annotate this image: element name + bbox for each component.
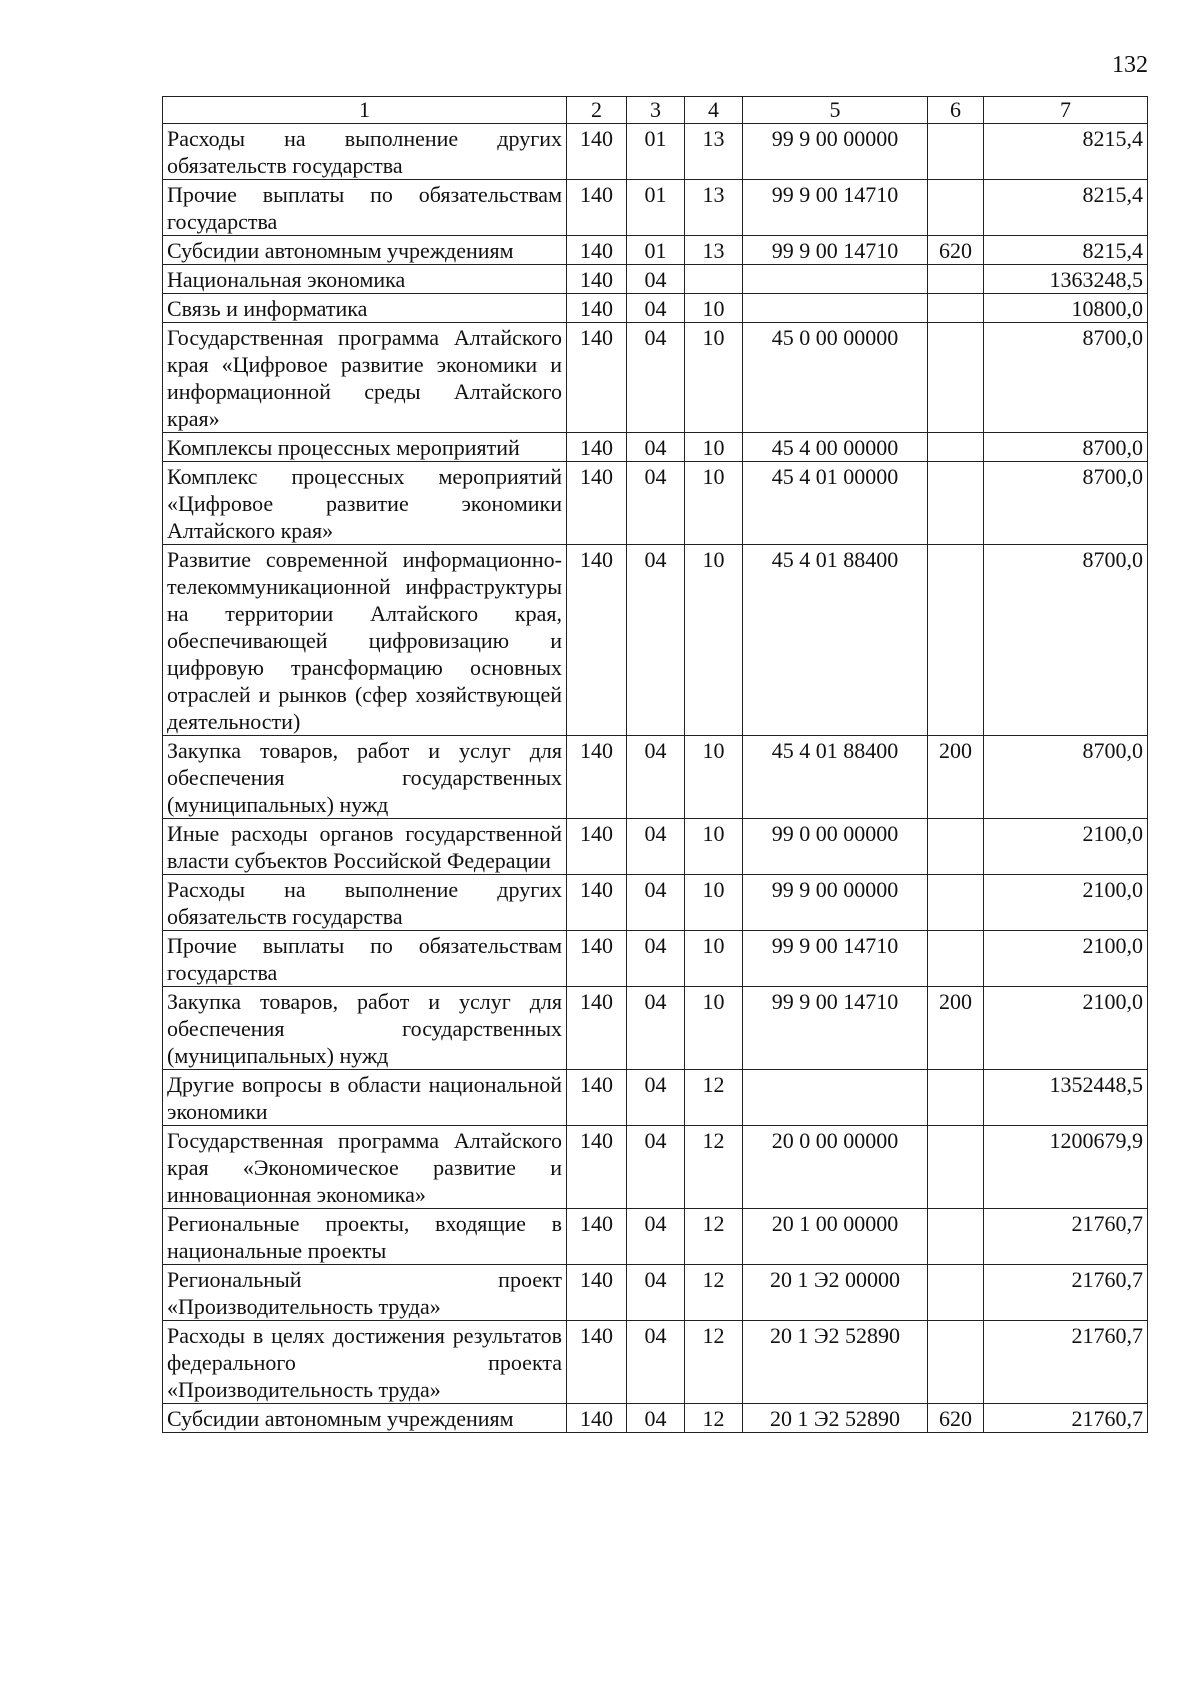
amount-cell: 21760,7 — [984, 1265, 1148, 1321]
section-code-cell: 04 — [627, 1126, 685, 1209]
expense-type-cell — [928, 433, 984, 462]
expense-type-cell — [928, 294, 984, 323]
target-code-cell: 99 9 00 14710 — [743, 931, 928, 987]
admin-code-cell: 140 — [567, 462, 627, 545]
table-row — [163, 1070, 1148, 1126]
table-row — [163, 462, 1148, 545]
target-code-cell: 45 4 01 88400 — [743, 736, 928, 819]
subsection-code-cell: 10 — [685, 736, 743, 819]
admin-code-cell: 140 — [567, 236, 627, 265]
admin-code-cell: 140 — [567, 124, 627, 180]
admin-code-cell: 140 — [567, 1126, 627, 1209]
table-row — [163, 736, 1148, 819]
admin-code-cell: 140 — [567, 180, 627, 236]
subsection-code-cell: 13 — [685, 124, 743, 180]
expense-type-cell — [928, 124, 984, 180]
table-row — [163, 180, 1148, 236]
expense-type-cell — [928, 931, 984, 987]
table-row — [163, 931, 1148, 987]
subsection-code-cell: 12 — [685, 1265, 743, 1321]
page-number: 132 — [1112, 52, 1148, 78]
table-row — [163, 1321, 1148, 1404]
row-name-cell: Комплекс процессных мероприятий «Цифровое развитие экономики Алтайского края» — [163, 462, 567, 545]
row-name-cell: Региональные проекты, входящие в национальные проекты — [163, 1209, 567, 1265]
section-code-cell: 01 — [627, 124, 685, 180]
target-code-cell: 99 9 00 00000 — [743, 875, 928, 931]
row-name-cell: Прочие выплаты по обязательствам государства — [163, 931, 567, 987]
column-header: 2 — [567, 97, 627, 124]
table-row — [163, 819, 1148, 875]
admin-code-cell: 140 — [567, 931, 627, 987]
target-code-cell: 45 4 00 00000 — [743, 433, 928, 462]
section-code-cell: 04 — [627, 1321, 685, 1404]
target-code-cell — [743, 1070, 928, 1126]
table-row — [163, 1265, 1148, 1321]
table-row — [163, 1404, 1148, 1433]
expense-type-cell — [928, 323, 984, 433]
row-name-cell: Расходы на выполнение других обязательств государства — [163, 124, 567, 180]
row-name-cell: Расходы в целях достижения результатов федерального проекта «Производительность труда» — [163, 1321, 567, 1404]
admin-code-cell: 140 — [567, 1070, 627, 1126]
table-row — [163, 987, 1148, 1070]
target-code-cell: 20 1 Э2 00000 — [743, 1265, 928, 1321]
subsection-code-cell — [685, 265, 743, 294]
section-code-cell: 04 — [627, 875, 685, 931]
target-code-cell: 45 4 01 00000 — [743, 462, 928, 545]
table-row — [163, 323, 1148, 433]
amount-cell: 8700,0 — [984, 545, 1148, 736]
subsection-code-cell: 10 — [685, 545, 743, 736]
table-row — [163, 1209, 1148, 1265]
admin-code-cell: 140 — [567, 545, 627, 736]
column-header: 6 — [928, 97, 984, 124]
row-name-cell: Прочие выплаты по обязательствам государства — [163, 180, 567, 236]
subsection-code-cell: 13 — [685, 236, 743, 265]
row-name-cell: Иные расходы органов государственной власти субъектов Российской Федерации — [163, 819, 567, 875]
subsection-code-cell: 12 — [685, 1126, 743, 1209]
row-name-cell: Государственная программа Алтайского края «Цифровое развитие экономики и информационной среды Алтайского края» — [163, 323, 567, 433]
column-header: 5 — [743, 97, 928, 124]
expense-type-cell — [928, 462, 984, 545]
amount-cell: 2100,0 — [984, 931, 1148, 987]
expense-type-cell: 620 — [928, 1404, 984, 1433]
amount-cell: 1200679,9 — [984, 1126, 1148, 1209]
target-code-cell: 99 9 00 14710 — [743, 236, 928, 265]
row-name-cell: Закупка товаров, работ и услуг для обеспечения государственных (муниципальных) нужд — [163, 987, 567, 1070]
amount-cell: 2100,0 — [984, 987, 1148, 1070]
expense-type-cell — [928, 1321, 984, 1404]
target-code-cell: 99 9 00 14710 — [743, 987, 928, 1070]
admin-code-cell: 140 — [567, 819, 627, 875]
table-row — [163, 433, 1148, 462]
target-code-cell: 20 1 Э2 52890 — [743, 1404, 928, 1433]
header-row — [163, 97, 1148, 124]
expense-type-cell: 200 — [928, 987, 984, 1070]
section-code-cell: 04 — [627, 462, 685, 545]
admin-code-cell: 140 — [567, 265, 627, 294]
amount-cell: 8700,0 — [984, 433, 1148, 462]
subsection-code-cell: 10 — [685, 931, 743, 987]
section-code-cell: 01 — [627, 236, 685, 265]
column-header: 1 — [163, 97, 567, 124]
admin-code-cell: 140 — [567, 1321, 627, 1404]
row-name-cell: Другие вопросы в области национальной экономики — [163, 1070, 567, 1126]
subsection-code-cell: 12 — [685, 1070, 743, 1126]
section-code-cell: 04 — [627, 323, 685, 433]
amount-cell: 8700,0 — [984, 323, 1148, 433]
table-row — [163, 265, 1148, 294]
subsection-code-cell: 10 — [685, 987, 743, 1070]
column-header: 3 — [627, 97, 685, 124]
column-header: 4 — [685, 97, 743, 124]
section-code-cell: 04 — [627, 736, 685, 819]
expense-type-cell — [928, 545, 984, 736]
expense-type-cell — [928, 875, 984, 931]
column-header: 7 — [984, 97, 1148, 124]
table-row — [163, 236, 1148, 265]
section-code-cell: 04 — [627, 1404, 685, 1433]
expense-type-cell — [928, 1070, 984, 1126]
row-name-cell: Развитие современной информационно-телекоммуникационной инфраструктуры на территории Алтайского края, обеспечивающей цифровизацию и цифровую трансформацию основных отраслей и рынков (сфер хозяйствующей деятельности) — [163, 545, 567, 736]
table-row — [163, 545, 1148, 736]
admin-code-cell: 140 — [567, 1265, 627, 1321]
subsection-code-cell: 10 — [685, 294, 743, 323]
table-row — [163, 294, 1148, 323]
admin-code-cell: 140 — [567, 1209, 627, 1265]
row-name-cell: Субсидии автономным учреждениям — [163, 236, 567, 265]
admin-code-cell: 140 — [567, 736, 627, 819]
target-code-cell: 20 0 00 00000 — [743, 1126, 928, 1209]
admin-code-cell: 140 — [567, 875, 627, 931]
section-code-cell: 04 — [627, 433, 685, 462]
row-name-cell: Государственная программа Алтайского края «Экономическое развитие и инновационная экономика» — [163, 1126, 567, 1209]
subsection-code-cell: 12 — [685, 1209, 743, 1265]
amount-cell: 8215,4 — [984, 124, 1148, 180]
table-row — [163, 124, 1148, 180]
expense-type-cell: 620 — [928, 236, 984, 265]
target-code-cell: 99 9 00 14710 — [743, 180, 928, 236]
section-code-cell: 04 — [627, 1070, 685, 1126]
section-code-cell: 04 — [627, 1265, 685, 1321]
section-code-cell: 04 — [627, 265, 685, 294]
row-name-cell: Закупка товаров, работ и услуг для обеспечения государственных (муниципальных) нужд — [163, 736, 567, 819]
subsection-code-cell: 10 — [685, 819, 743, 875]
section-code-cell: 04 — [627, 819, 685, 875]
admin-code-cell: 140 — [567, 433, 627, 462]
target-code-cell: 45 4 01 88400 — [743, 545, 928, 736]
target-code-cell: 99 0 00 00000 — [743, 819, 928, 875]
section-code-cell: 01 — [627, 180, 685, 236]
amount-cell: 1363248,5 — [984, 265, 1148, 294]
row-name-cell: Субсидии автономным учреждениям — [163, 1404, 567, 1433]
amount-cell: 8215,4 — [984, 180, 1148, 236]
expense-type-cell — [928, 180, 984, 236]
table-row — [163, 1126, 1148, 1209]
section-code-cell: 04 — [627, 931, 685, 987]
expense-type-cell — [928, 1209, 984, 1265]
target-code-cell: 20 1 00 00000 — [743, 1209, 928, 1265]
amount-cell: 21760,7 — [984, 1321, 1148, 1404]
expense-type-cell — [928, 1126, 984, 1209]
target-code-cell — [743, 265, 928, 294]
target-code-cell: 20 1 Э2 52890 — [743, 1321, 928, 1404]
amount-cell: 10800,0 — [984, 294, 1148, 323]
row-name-cell: Национальная экономика — [163, 265, 567, 294]
amount-cell: 8215,4 — [984, 236, 1148, 265]
admin-code-cell: 140 — [567, 294, 627, 323]
expense-type-cell — [928, 1265, 984, 1321]
target-code-cell: 45 0 00 00000 — [743, 323, 928, 433]
section-code-cell: 04 — [627, 294, 685, 323]
expense-type-cell — [928, 819, 984, 875]
admin-code-cell: 140 — [567, 1404, 627, 1433]
budget-table — [162, 96, 1148, 1433]
amount-cell: 21760,7 — [984, 1404, 1148, 1433]
row-name-cell: Связь и информатика — [163, 294, 567, 323]
admin-code-cell: 140 — [567, 987, 627, 1070]
section-code-cell: 04 — [627, 545, 685, 736]
subsection-code-cell: 13 — [685, 180, 743, 236]
amount-cell: 8700,0 — [984, 736, 1148, 819]
table-row — [163, 875, 1148, 931]
amount-cell: 8700,0 — [984, 462, 1148, 545]
amount-cell: 1352448,5 — [984, 1070, 1148, 1126]
expense-type-cell: 200 — [928, 736, 984, 819]
amount-cell: 2100,0 — [984, 875, 1148, 931]
target-code-cell: 99 9 00 00000 — [743, 124, 928, 180]
section-code-cell: 04 — [627, 1209, 685, 1265]
subsection-code-cell: 10 — [685, 462, 743, 545]
admin-code-cell: 140 — [567, 323, 627, 433]
amount-cell: 21760,7 — [984, 1209, 1148, 1265]
subsection-code-cell: 10 — [685, 323, 743, 433]
subsection-code-cell: 10 — [685, 433, 743, 462]
amount-cell: 2100,0 — [984, 819, 1148, 875]
row-name-cell: Комплексы процессных мероприятий — [163, 433, 567, 462]
row-name-cell: Расходы на выполнение других обязательств государства — [163, 875, 567, 931]
target-code-cell — [743, 294, 928, 323]
row-name-cell: Региональный проект «Производительность труда» — [163, 1265, 567, 1321]
expense-type-cell — [928, 265, 984, 294]
subsection-code-cell: 12 — [685, 1321, 743, 1404]
subsection-code-cell: 10 — [685, 875, 743, 931]
section-code-cell: 04 — [627, 987, 685, 1070]
subsection-code-cell: 12 — [685, 1404, 743, 1433]
